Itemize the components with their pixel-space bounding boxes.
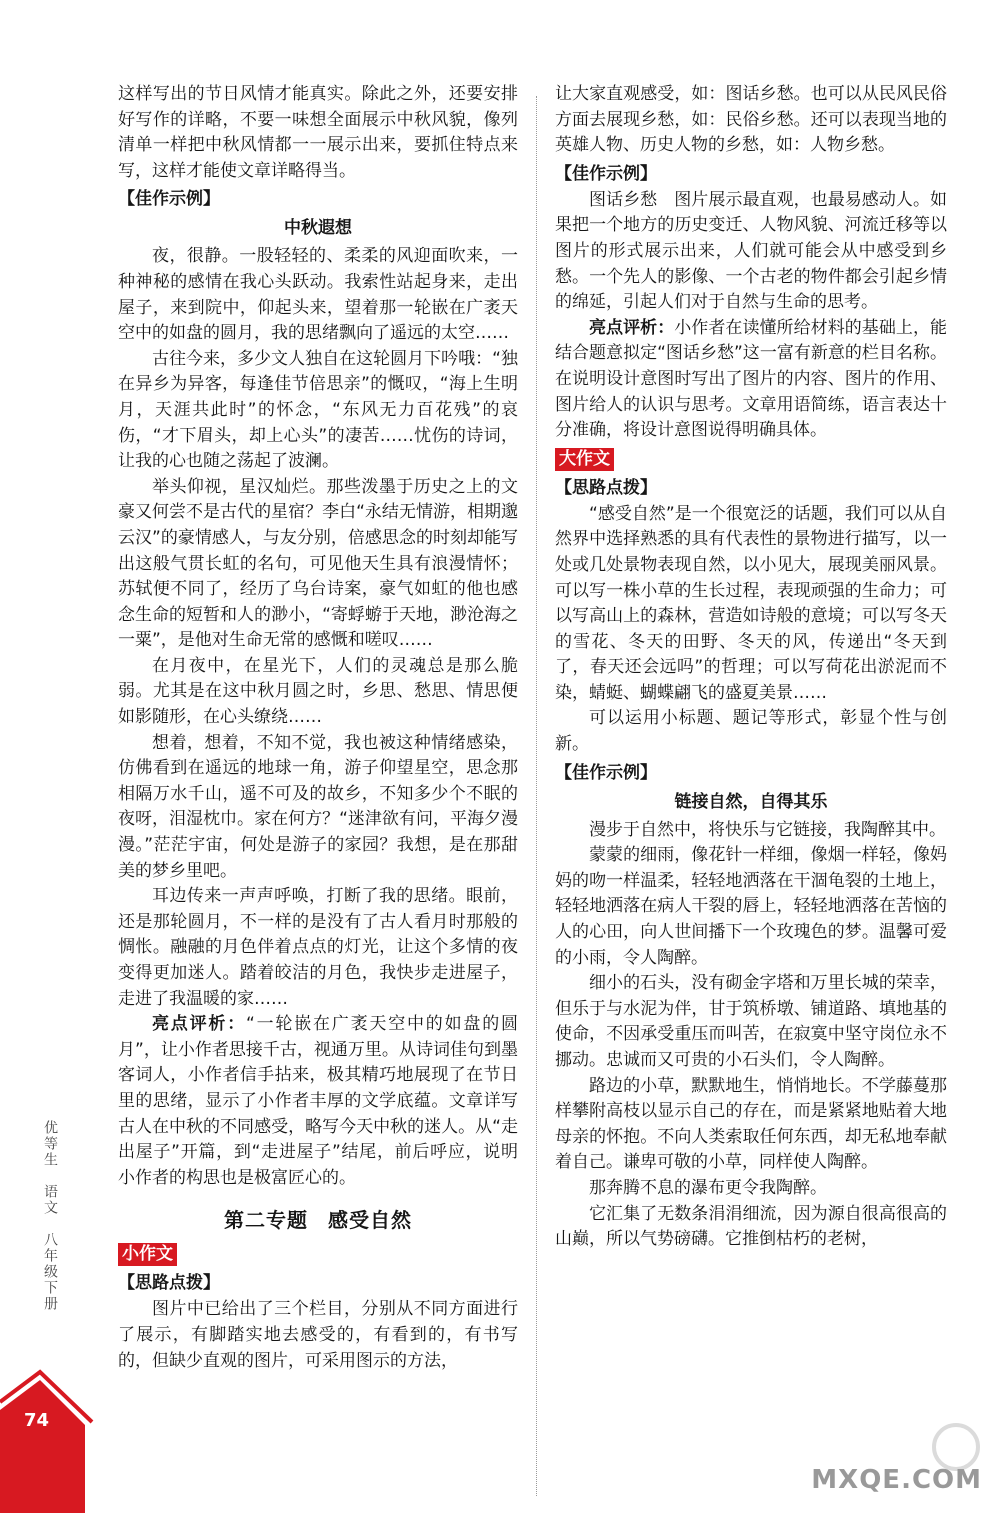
essay-paragraph: 它汇集了无数条涓涓细流，因为源自很高很高的山巅，所以气势磅礴。它推倒枯朽的老树， bbox=[555, 1203, 947, 1250]
subject-name: 感受自然 bbox=[328, 1208, 412, 1233]
essay-paragraph: 路边的小草，默默地生，悄悄地长。不学藤蔓那样攀附高枝以显示自己的存在，而是紧紧地贴着大地母亲的怀抱。不向人类索取任何东西，却无私地奉献着自己。谦卑可敬的小草，同样使人陶醉。 bbox=[555, 1075, 947, 1173]
section-heading-idea: 【思路点拨】 bbox=[118, 1273, 220, 1294]
essay-title: 中秋遐想 bbox=[284, 218, 352, 239]
section-heading-idea: 【思路点拨】 bbox=[555, 477, 657, 498]
essay-paragraph: 细小的石头，没有砌金字塔和万里长城的荣幸，但乐于与水泥为伴，甘于筑桥墩、铺道路、填地基的使命，不因承受重压而叫苦，在寂寞中坚守岗位永不挪动。忠诚而又可贵的小石头们，令人陶醉。 bbox=[555, 973, 947, 1070]
commentary-text: “一轮嵌在广袤天空中的如盘的圆月”，让小作者思接千古，视通万里。从诗词佳句到墨客词人，小作者信手拈来，极其精巧地展现了在节日里的思绪，显示了小作者丰厚的文学底蕴。文章详写古人在中秋的不同感受，略写今天中秋的迷人。从“走出屋子”开篇，到“走进屋子”结尾，前后呼应，说明小作者的构思也是极富匠心的。 bbox=[118, 1014, 518, 1188]
subject-heading bbox=[118, 1205, 518, 1235]
commentary-text: 小作者在读懂所给材料的基础上，能结合题意拟定“图话乡愁”这一富有新意的栏目名称。在说明设计意图时写出了图片的内容、图片的作用、图片给人的认识与思考。文章用语简练，语言表达十分准确，将设计意图说得明确具体。 bbox=[555, 317, 947, 441]
essay-title: 链接自然，自得其乐 bbox=[674, 791, 828, 812]
essay-paragraph: 古往今来，多少文人独自在这轮圆月下吟哦：“独在异乡为异客，每逢佳节倍思亲”的慨叹，“海上生明月，天涯共此时”的怀念，“东风无力百花残”的哀伤，“才下眉头，却上心头”的凄苦……忧伤的诗词，让我的心也随之荡起了波澜。 bbox=[118, 348, 518, 472]
commentary-label: 亮点评析： bbox=[589, 317, 675, 338]
essay-paragraph: 夜，很静。一股轻轻的、柔柔的风迎面吹来，一种神秘的感情在我心头跃动。我索性站起身来，走出屋子，来到院中，仰起头来，望着那一轮嵌在广袤天空中的如盘的圆月，我的思绪飘向了遥远的太空…… bbox=[118, 246, 518, 344]
intro-paragraph: 这样写出的节日风情才能真实。除此之外，还要安排好写作的详略，不要一味想全面展示中秋风貌，像列清单一样把中秋风情都一一展示出来，要抓住特点来写，这样才能使文章详略得当。 bbox=[118, 84, 518, 181]
commentary-paragraph bbox=[555, 316, 947, 444]
continuation-paragraph: 让大家直观感受，如：图话乡愁。也可以从民风民俗方面去展现乡愁，如：民俗乡愁。还可以表现当地的英雄人物、历史人物的乡愁，如：人物乡愁。 bbox=[555, 84, 947, 156]
page-corner-decoration bbox=[0, 1360, 100, 1513]
essay-paragraph: 在月夜中，在星光下，人们的灵魂总是那么脆弱。尤其是在这中秋月圆之时，乡思、愁思、情思便如影随形，在心头缭绕…… bbox=[118, 655, 518, 728]
commentary-paragraph bbox=[118, 1012, 518, 1191]
essay-paragraph: 漫步于自然中，将快乐与它链接，我陶醉其中。 bbox=[589, 819, 946, 840]
essay-paragraph: 举头仰视，星汉灿烂。那些泼墨于历史之上的文豪又何尝不是古代的星宿？李白“永结无情游，相期邈云汉”的豪情感人，与友分别，倍感思念的时刻却能写出这般气贯长虹的名句，可见他天生具有浪漫情怀；苏轼便不同了，经历了乌台诗案，豪气如虹的他也感念生命的短暂和人的渺小，“寄蜉蝣于天地，渺沧海之一粟”，是他对生命无常的感慨和嗟叹…… bbox=[118, 476, 518, 651]
right-column bbox=[555, 82, 947, 1253]
section-heading-example: 【佳作示例】 bbox=[118, 189, 220, 210]
big-essay-tag: 大作文 bbox=[555, 448, 614, 471]
example-paragraph: 图话乡愁 图片展示最直观，也最易感动人。如果把一个地方的历史变迁、人物风貌、河流迁移等以图片的形式展示出来，人们就可能会从中感受到乡愁。一个先人的影像、一个古老的物件都会引起乡情的绵延，引起人们对于自然与生命的思考。 bbox=[555, 189, 947, 313]
essay-paragraph: 那奔腾不息的瀑布更令我陶醉。 bbox=[589, 1177, 827, 1198]
page-number: 74 bbox=[24, 1410, 50, 1431]
section-heading-example: 【佳作示例】 bbox=[555, 762, 657, 783]
left-column bbox=[118, 82, 518, 1374]
idea-paragraph: 可以运用小标题、题记等形式，彰显个性与创新。 bbox=[555, 708, 947, 755]
commentary-label: 亮点评析： bbox=[152, 1014, 246, 1035]
column-divider bbox=[536, 96, 537, 1496]
section-heading-example: 【佳作示例】 bbox=[555, 163, 657, 184]
small-essay-tag: 小作文 bbox=[118, 1243, 177, 1266]
subject-number: 第二专题 bbox=[224, 1208, 308, 1233]
idea-paragraph: 图片中已给出了三个栏目，分别从不同方面进行了展示，有脚踏实地去感受的，有看到的，有书写的，但缺少直观的图片，可采用图示的方法， bbox=[118, 1299, 518, 1371]
essay-paragraph: 想着，想着，不知不觉，我也被这种情绪感染，仿佛看到在遥远的地球一角，游子仰望星空，思念那相隔万水千山，遥不可及的故乡，不知多少个不眠的夜呀，泪湿枕巾。家在何方？“迷津欲有问，平海夕漫漫。”茫茫宇宙，何处是游子的家园？我想，是在那甜美的梦乡里吧。 bbox=[118, 732, 518, 881]
idea-paragraph: “感受自然”是一个很宽泛的话题，我们可以从自然界中选择熟悉的具有代表性的景物进行描写，以一处或几处景物表现自然，以小见大，展现美丽风景。可以写一株小草的生长过程，表现顽强的生命力；可以写高山上的森林，营造如诗般的意境；可以写冬天的雪花、冬天的田野、冬天的风，传递出“冬天到了，春天还会远吗”的哲理；可以写荷花出淤泥而不染，蜻蜓、蝴蝶翩飞的盛夏美景…… bbox=[555, 503, 947, 703]
watermark-text: MXQE.COM bbox=[811, 1465, 982, 1495]
essay-paragraph: 耳边传来一声声呼唤，打断了我的思绪。眼前，还是那轮圆月，不一样的是没有了古人看月时那般的惆怅。融融的月色伴着点点的灯光，让这个多情的夜变得更加迷人。踏着皎洁的月色，我快步走进屋子，走进了我温暖的家…… bbox=[118, 886, 518, 1009]
book-series-label: 优等生 语文 八年级下册 bbox=[42, 1120, 58, 1312]
essay-paragraph: 蒙蒙的细雨，像花针一样细，像烟一样轻，像妈妈的吻一样温柔，轻轻地洒落在干涸龟裂的土地上，轻轻地洒落在病人干裂的唇上，轻轻地洒落在苦恼的人的心田，向人世间播下一个玫瑰色的梦。温馨可爱的小雨，令人陶醉。 bbox=[555, 845, 947, 968]
